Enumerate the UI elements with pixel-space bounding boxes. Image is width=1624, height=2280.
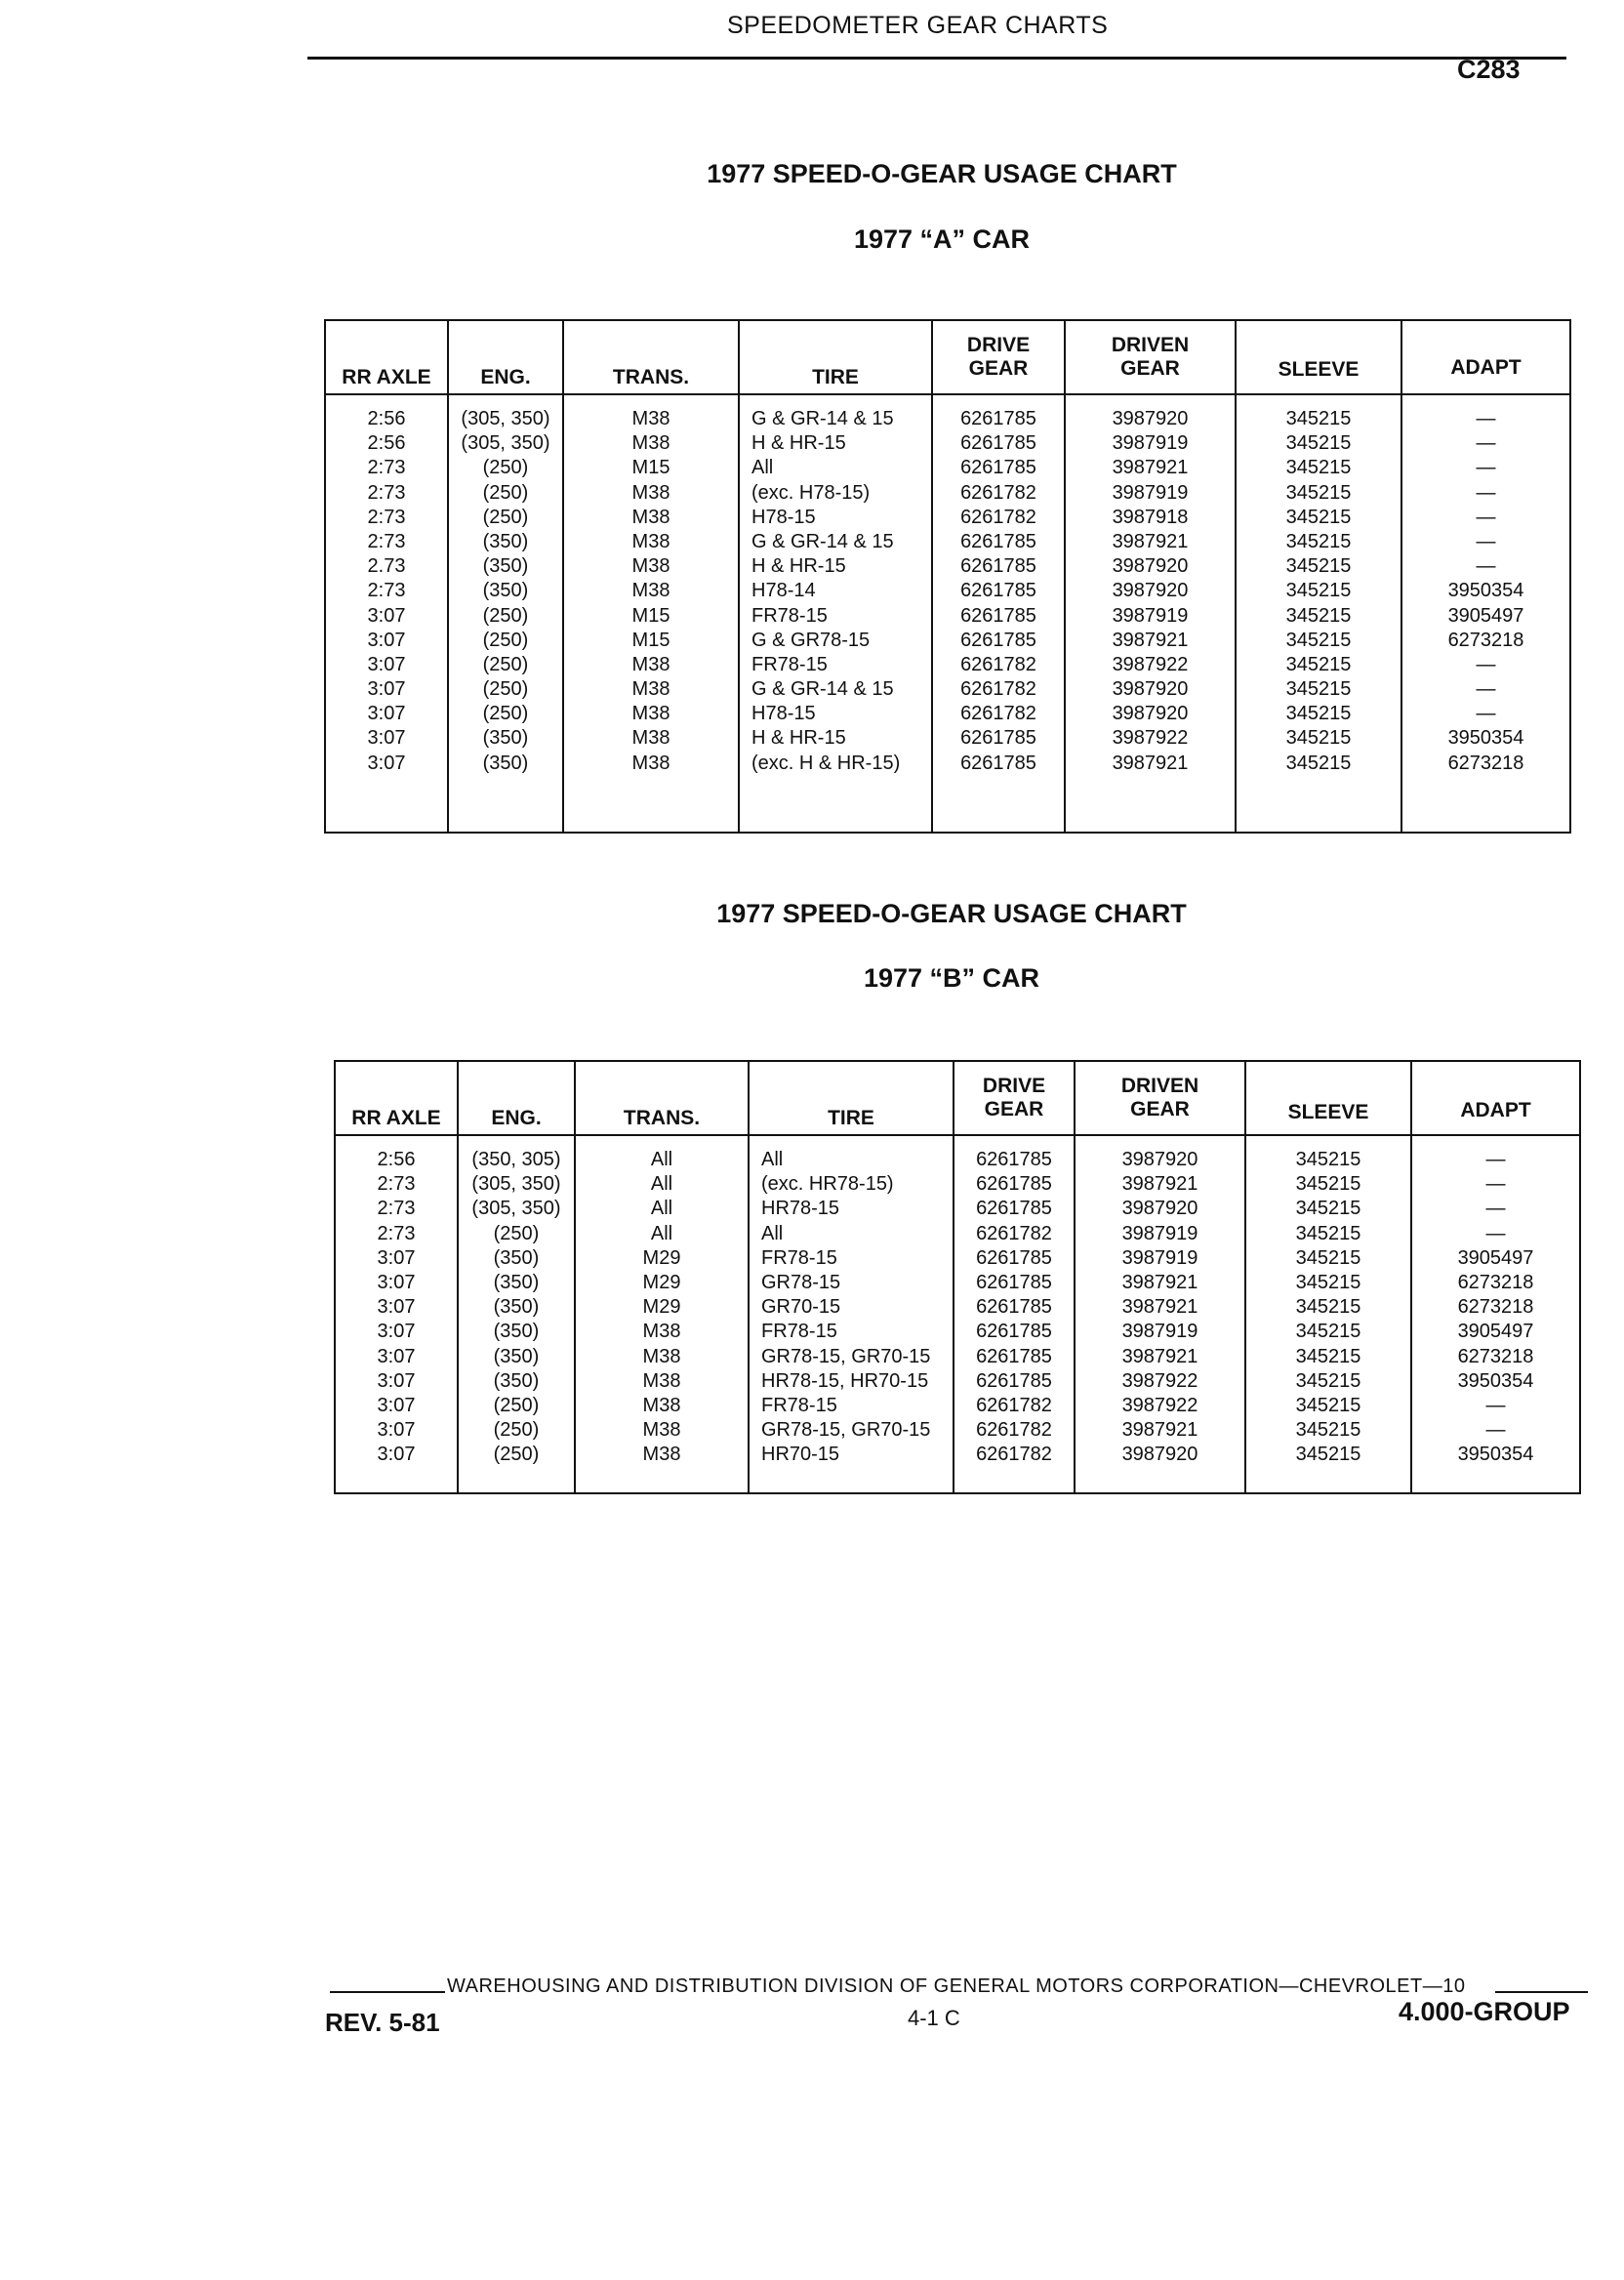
table-cell: 6261785	[960, 432, 1036, 455]
table-cell: HR78-15, HR70-15	[761, 1369, 929, 1392]
table-cell: (350)	[493, 1246, 540, 1269]
table-cell: —	[1476, 678, 1496, 701]
table-cell: (350)	[493, 1296, 540, 1319]
table-cell: —	[1476, 432, 1496, 455]
table-cell: 6261785	[976, 1173, 1052, 1196]
table-cell: (305, 350)	[471, 1173, 561, 1196]
col-header: RR AXLE	[336, 1062, 457, 1136]
table-cell: 3:07	[377, 1246, 416, 1269]
chart-a-title: 1977 SPEED-O-GEAR USAGE CHART	[707, 159, 1177, 188]
table-cell: 3987921	[1112, 752, 1189, 774]
table-cell: —	[1485, 1198, 1506, 1220]
table-cell: 3:07	[377, 1419, 416, 1442]
table-cell: 3987921	[1112, 457, 1189, 479]
table-cell: 6261785	[976, 1345, 1052, 1367]
table-cell: 3:07	[367, 629, 406, 651]
table-cell: 345215	[1295, 1444, 1361, 1466]
table-cell: 3987920	[1121, 1198, 1198, 1220]
table-cell: M38	[642, 1394, 681, 1416]
table-cell: 3:07	[367, 727, 406, 750]
col-header: TIRE	[740, 321, 931, 395]
table-cell: 345215	[1285, 727, 1352, 750]
table-cell: 345215	[1295, 1296, 1361, 1319]
col-rr-axle	[336, 1062, 459, 1492]
table-cell: —	[1485, 1173, 1506, 1196]
table-cell: —	[1476, 653, 1496, 675]
table-cell: 2:73	[367, 457, 406, 479]
table-cell: (exc. H78-15)	[751, 481, 871, 504]
table-cell: M38	[631, 580, 670, 602]
table-cell: (250)	[482, 653, 529, 675]
table-cell: 345215	[1285, 580, 1352, 602]
table-cell: 2:73	[367, 506, 406, 528]
col-adapt	[1412, 1062, 1579, 1492]
table-cell: 3987921	[1121, 1296, 1198, 1319]
table-cell: (305, 350)	[471, 1198, 561, 1220]
table-cell: 3:07	[377, 1271, 416, 1293]
table-cell: 6261785	[976, 1296, 1052, 1319]
table-cell: M38	[631, 530, 670, 552]
table-cell: (250)	[493, 1444, 540, 1466]
table-cell: 345215	[1295, 1149, 1361, 1170]
table-cell: —	[1476, 408, 1496, 429]
col-driven-gear	[1076, 1062, 1246, 1492]
table-cell: 3:07	[377, 1369, 416, 1392]
table-cell: 345215	[1285, 555, 1352, 578]
table-cell: 345215	[1285, 432, 1352, 455]
table-cell: FR78-15	[751, 604, 828, 627]
chart-b-title: 1977 SPEED-O-GEAR USAGE CHART	[716, 899, 1187, 928]
col-header: DRIVE GEAR	[954, 1062, 1074, 1136]
chart-b-subtitle: 1977 “B” CAR	[863, 963, 1040, 993]
table-cell: —	[1476, 530, 1496, 552]
table-cell: 3987919	[1112, 432, 1189, 455]
col-trans	[564, 321, 740, 832]
page-code: C283	[1457, 55, 1521, 84]
table-cell: 6261785	[960, 530, 1036, 552]
table-cell: (350, 305)	[471, 1149, 561, 1170]
table-cell: 6261785	[960, 604, 1036, 627]
table-cell: M38	[642, 1345, 681, 1367]
table-cell: (exc. H & HR-15)	[751, 752, 901, 774]
table-cell: 3987920	[1112, 703, 1189, 725]
col-header: DRIVE GEAR	[933, 321, 1064, 395]
table-cell: 6261785	[976, 1246, 1052, 1269]
table-cell: 6261785	[960, 629, 1036, 651]
table-cell: All	[751, 457, 774, 479]
table-cell: G & GR-14 & 15	[751, 678, 894, 701]
table-cell: 3950354	[1457, 1444, 1534, 1466]
table-cell: 6261785	[960, 752, 1036, 774]
col-header: SLEEVE	[1237, 321, 1401, 395]
table-cell: (350)	[493, 1369, 540, 1392]
table-cell: (exc. HR78-15)	[761, 1173, 894, 1196]
table-cell: 3:07	[377, 1444, 416, 1466]
table-cell: 3987919	[1121, 1246, 1198, 1269]
col-header: TRANS.	[576, 1062, 748, 1136]
table-cell: 3987919	[1112, 481, 1189, 504]
header-rule	[307, 57, 1566, 60]
table-cell: 3905497	[1457, 1246, 1534, 1269]
col-header: RR AXLE	[326, 321, 447, 395]
table-cell: —	[1476, 506, 1496, 528]
col-adapt	[1402, 321, 1569, 832]
table-cell: 6273218	[1447, 752, 1524, 774]
col-sleeve	[1246, 1062, 1412, 1492]
col-tire	[750, 1062, 954, 1492]
col-header: ENG.	[459, 1062, 574, 1136]
table-cell: 6261785	[976, 1321, 1052, 1343]
table-cell: All	[761, 1222, 784, 1244]
table-cell: (350)	[482, 580, 529, 602]
table-cell: 2:73	[377, 1173, 416, 1196]
table-cell: 3987921	[1121, 1419, 1198, 1442]
table-cell: M15	[631, 629, 670, 651]
table-cell: 345215	[1295, 1222, 1361, 1244]
col-engine	[449, 321, 564, 832]
table-cell: 345215	[1295, 1173, 1361, 1196]
col-drive-gear	[933, 321, 1066, 832]
table-cell: 6261782	[960, 653, 1036, 675]
table-cell: 2:73	[377, 1222, 416, 1244]
speedo-gear-table-a	[324, 319, 1571, 834]
table-cell: 6261785	[976, 1271, 1052, 1293]
table-cell: M38	[631, 727, 670, 750]
table-cell: 6261782	[960, 506, 1036, 528]
table-cell: G & GR78-15	[751, 629, 871, 651]
col-header: TRANS.	[564, 321, 738, 395]
table-cell: 345215	[1285, 629, 1352, 651]
table-cell: 6261785	[960, 555, 1036, 578]
table-cell: H78-15	[751, 703, 816, 725]
table-cell: 345215	[1295, 1394, 1361, 1416]
table-cell: 3905497	[1457, 1321, 1534, 1343]
col-header: ADAPT	[1402, 321, 1569, 395]
table-cell: (350)	[493, 1271, 540, 1293]
table-cell: 6261782	[976, 1444, 1052, 1466]
table-cell: M38	[631, 653, 670, 675]
table-cell: 2:56	[367, 432, 406, 455]
table-cell: 6261782	[976, 1419, 1052, 1442]
table-cell: GR78-15, GR70-15	[761, 1345, 931, 1367]
table-cell: 3987918	[1112, 506, 1189, 528]
table-cell: M38	[631, 555, 670, 578]
table-cell: 3987922	[1121, 1394, 1198, 1416]
table-cell: 345215	[1295, 1321, 1361, 1343]
col-header: ADAPT	[1412, 1062, 1579, 1136]
table-cell: 3950354	[1457, 1369, 1534, 1392]
table-cell: M29	[642, 1296, 681, 1319]
table-cell: 345215	[1285, 703, 1352, 725]
table-cell: 3:07	[377, 1345, 416, 1367]
table-cell: 6261782	[960, 703, 1036, 725]
table-cell: H & HR-15	[751, 727, 846, 750]
col-rr-axle	[326, 321, 449, 832]
table-cell: M38	[631, 432, 670, 455]
table-cell: 6273218	[1457, 1271, 1534, 1293]
table-cell: 6261782	[960, 481, 1036, 504]
table-cell: M38	[631, 481, 670, 504]
table-cell: —	[1476, 481, 1496, 504]
table-cell: —	[1476, 703, 1496, 725]
table-cell: H & HR-15	[751, 432, 846, 455]
table-cell: 3987920	[1121, 1149, 1198, 1170]
table-cell: (250)	[493, 1394, 540, 1416]
table-cell: HR70-15	[761, 1444, 840, 1466]
table-cell: 6273218	[1457, 1296, 1534, 1319]
table-cell: M15	[631, 457, 670, 479]
table-cell: 6273218	[1457, 1345, 1534, 1367]
table-cell: M38	[631, 678, 670, 701]
table-cell: 3987922	[1112, 653, 1189, 675]
table-cell: 6273218	[1447, 629, 1524, 651]
table-cell: 3987921	[1121, 1271, 1198, 1293]
table-cell: H78-14	[751, 580, 816, 602]
table-cell: —	[1476, 555, 1496, 578]
table-cell: M38	[631, 703, 670, 725]
table-cell: 2:56	[367, 408, 406, 429]
footer-rule-left	[330, 1991, 445, 1993]
table-cell: —	[1485, 1222, 1506, 1244]
table-cell: 345215	[1285, 457, 1352, 479]
table-cell: 3987920	[1112, 580, 1189, 602]
table-cell: (350)	[482, 555, 529, 578]
table-cell: (250)	[482, 629, 529, 651]
table-cell: H & HR-15	[751, 555, 846, 578]
table-cell: 3905497	[1447, 604, 1524, 627]
table-cell: (350)	[493, 1345, 540, 1367]
table-cell: H78-15	[751, 506, 816, 528]
table-cell: 2:56	[377, 1149, 416, 1170]
table-cell: 6261785	[976, 1149, 1052, 1170]
table-cell: 6261785	[976, 1369, 1052, 1392]
table-cell: All	[761, 1149, 784, 1170]
table-cell: 3987920	[1112, 555, 1189, 578]
table-cell: —	[1485, 1419, 1506, 1442]
col-header: TIRE	[750, 1062, 953, 1136]
table-cell: 6261785	[960, 727, 1036, 750]
table-cell: 6261782	[960, 678, 1036, 701]
table-cell: (250)	[482, 604, 529, 627]
table-cell: 3950354	[1447, 580, 1524, 602]
table-cell: 6261785	[960, 408, 1036, 429]
table-cell: 3987920	[1112, 408, 1189, 429]
table-cell: 3:07	[377, 1296, 416, 1319]
table-cell: (250)	[493, 1222, 540, 1244]
table-cell: 345215	[1285, 604, 1352, 627]
table-cell: (305, 350)	[461, 432, 550, 455]
table-cell: 6261785	[960, 457, 1036, 479]
table-cell: GR78-15, GR70-15	[761, 1419, 931, 1442]
table-cell: M15	[631, 604, 670, 627]
table-cell: 2:73	[377, 1198, 416, 1220]
table-cell: 3:07	[367, 653, 406, 675]
table-cell: HR78-15	[761, 1198, 840, 1220]
table-cell: 345215	[1295, 1246, 1361, 1269]
table-cell: G & GR-14 & 15	[751, 530, 894, 552]
table-cell: 3987921	[1112, 629, 1189, 651]
speedo-gear-table-b	[334, 1060, 1581, 1494]
table-cell: 3987921	[1121, 1345, 1198, 1367]
table-cell: 3:07	[377, 1321, 416, 1343]
table-cell: 2:73	[367, 530, 406, 552]
table-cell: GR70-15	[761, 1296, 841, 1319]
table-cell: 3:07	[367, 752, 406, 774]
col-header: SLEEVE	[1246, 1062, 1410, 1136]
table-cell: (250)	[493, 1419, 540, 1442]
table-cell: (250)	[482, 481, 529, 504]
table-cell: —	[1476, 457, 1496, 479]
footer-division: WAREHOUSING AND DISTRIBUTION DIVISION OF GENERAL MOTORS CORPORATION—CHEVROLET—10	[447, 1975, 1466, 1997]
col-engine	[459, 1062, 576, 1492]
table-cell: (350)	[482, 530, 529, 552]
page-header-title: SPEEDOMETER GEAR CHARTS	[727, 12, 1109, 39]
table-cell: 6261782	[976, 1222, 1052, 1244]
footer-group: 4.000-GROUP	[1399, 1997, 1570, 2026]
table-cell: FR78-15	[761, 1321, 837, 1343]
table-cell: (350)	[493, 1321, 540, 1343]
table-cell: (350)	[482, 752, 529, 774]
table-cell: M38	[642, 1444, 681, 1466]
col-driven-gear	[1066, 321, 1237, 832]
table-cell: 2:73	[367, 481, 406, 504]
table-cell: All	[650, 1173, 673, 1196]
table-cell: 345215	[1285, 530, 1352, 552]
table-cell: 3987921	[1121, 1173, 1198, 1196]
table-cell: 3:07	[367, 604, 406, 627]
col-tire	[740, 321, 933, 832]
table-cell: 3987922	[1121, 1369, 1198, 1392]
table-cell: 6261785	[976, 1198, 1052, 1220]
table-cell: 3987921	[1112, 530, 1189, 552]
footer-page-number: 4-1 C	[908, 2006, 960, 2030]
footer-revision: REV. 5-81	[325, 2008, 440, 2037]
table-cell: 345215	[1285, 752, 1352, 774]
table-cell: 345215	[1295, 1369, 1361, 1392]
table-cell: 3987919	[1112, 604, 1189, 627]
table-cell: 6261785	[960, 580, 1036, 602]
table-cell: 3987919	[1121, 1222, 1198, 1244]
table-cell: All	[650, 1198, 673, 1220]
table-cell: 3:07	[367, 703, 406, 725]
chart-a-subtitle: 1977 “A” CAR	[853, 224, 1031, 254]
col-header: ENG.	[449, 321, 562, 395]
table-cell: 3987919	[1121, 1321, 1198, 1343]
col-header: DRIVEN GEAR	[1066, 321, 1235, 395]
table-cell: 345215	[1285, 678, 1352, 701]
table-cell: FR78-15	[761, 1394, 837, 1416]
table-cell: G & GR-14 & 15	[751, 408, 894, 429]
table-cell: 345215	[1295, 1198, 1361, 1220]
table-cell: 345215	[1295, 1271, 1361, 1293]
table-cell: 6261782	[976, 1394, 1052, 1416]
table-cell: M38	[642, 1419, 681, 1442]
footer-rule-right	[1495, 1991, 1588, 1993]
table-cell: (250)	[482, 457, 529, 479]
table-cell: 345215	[1295, 1345, 1361, 1367]
table-cell: 3987920	[1121, 1444, 1198, 1466]
table-cell: M29	[642, 1246, 681, 1269]
table-cell: GR78-15	[761, 1271, 841, 1293]
table-cell: 3950354	[1447, 727, 1524, 750]
table-cell: 345215	[1285, 481, 1352, 504]
table-cell: 3:07	[367, 678, 406, 701]
table-cell: 3:07	[377, 1394, 416, 1416]
table-cell: 2:73	[367, 580, 406, 602]
table-cell: M38	[631, 506, 670, 528]
table-cell: (250)	[482, 703, 529, 725]
table-cell: 3987922	[1112, 727, 1189, 750]
table-cell: All	[650, 1222, 673, 1244]
table-cell: (250)	[482, 506, 529, 528]
table-cell: (350)	[482, 727, 529, 750]
table-cell: M38	[642, 1369, 681, 1392]
table-cell: All	[650, 1149, 673, 1170]
table-cell: M38	[631, 408, 670, 429]
table-cell: —	[1485, 1149, 1506, 1170]
table-cell: 345215	[1285, 506, 1352, 528]
table-cell: —	[1485, 1394, 1506, 1416]
col-header: DRIVEN GEAR	[1076, 1062, 1244, 1136]
table-cell: FR78-15	[761, 1246, 837, 1269]
table-cell: (250)	[482, 678, 529, 701]
table-cell: 345215	[1285, 653, 1352, 675]
table-cell: M38	[631, 752, 670, 774]
table-cell: 2.73	[367, 555, 406, 578]
table-cell: (305, 350)	[461, 408, 550, 429]
table-cell: 345215	[1295, 1419, 1361, 1442]
col-sleeve	[1237, 321, 1402, 832]
table-cell: M29	[642, 1271, 681, 1293]
table-cell: 345215	[1285, 408, 1352, 429]
table-cell: 3987920	[1112, 678, 1189, 701]
table-cell: M38	[642, 1321, 681, 1343]
col-drive-gear	[954, 1062, 1076, 1492]
col-trans	[576, 1062, 750, 1492]
table-cell: FR78-15	[751, 653, 828, 675]
